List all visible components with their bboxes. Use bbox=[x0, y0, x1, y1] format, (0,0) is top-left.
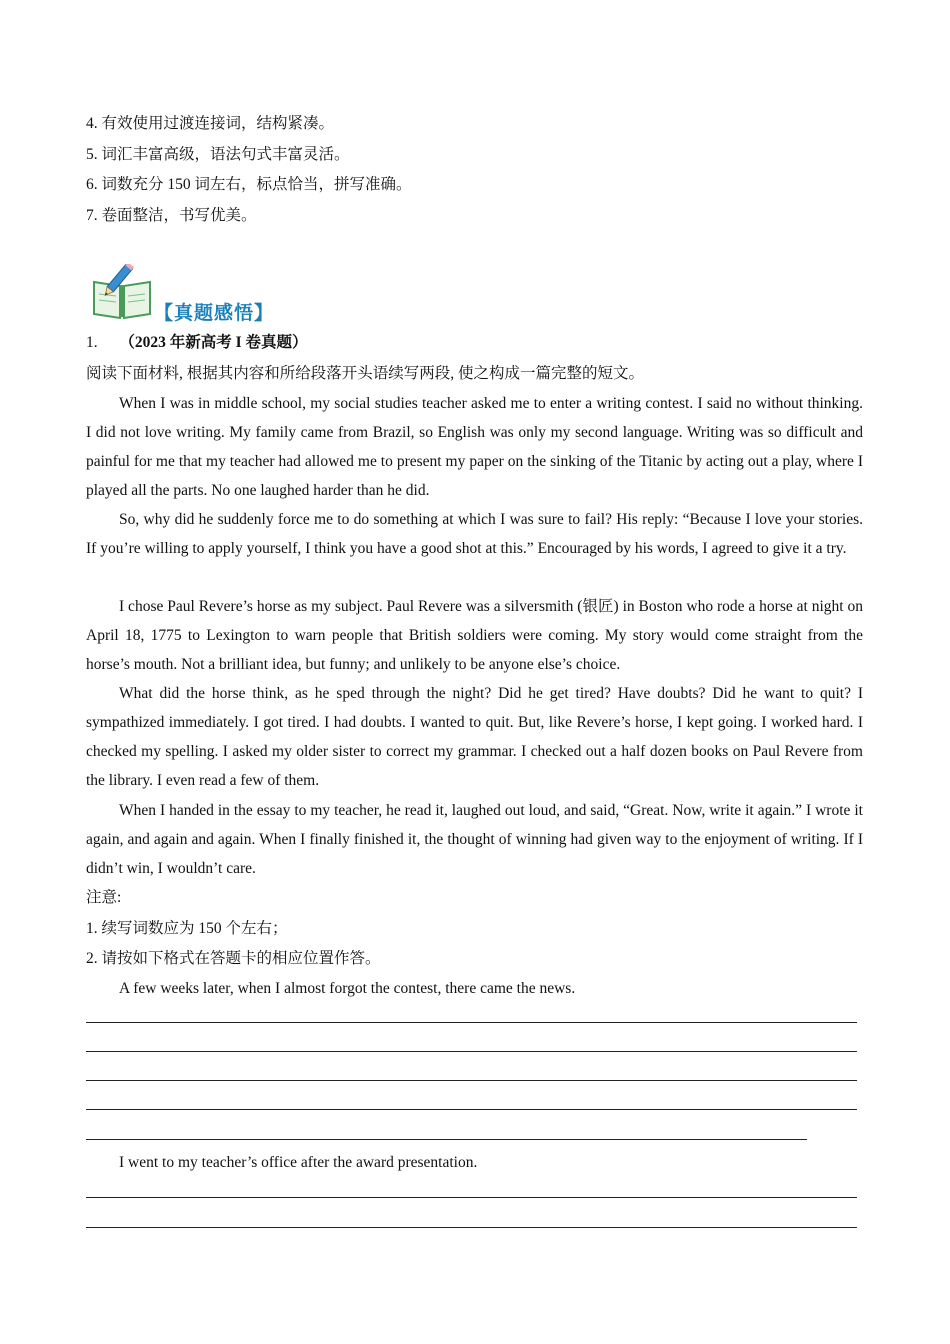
criterion-6: 6. 词数充分 150 词左右，标点恰当，拼写准确。 bbox=[86, 176, 412, 193]
passage-paragraph-5: When I handed in the essay to my teacher, he read it, laughed out loud, and said, “Great. Now, write it again.” I wrote it again, and again and again. When I finally finished it, the thought of winning had given way to the enjoyment of writing. If I didn’t win, I wouldn’t care. bbox=[86, 802, 863, 877]
passage-paragraph-1: When I was in middle school, my social studies teacher asked me to enter a writing contest. I said no without thinking. I did not love writing. My family came from Brazil, so English was only my second language. Writing was so difficult and painful for me that my teacher had allowed me to present my paper on the sinking of the Titanic by acting out a play, where I played all the parts. No one laughed harder than he did. bbox=[86, 395, 863, 499]
criterion-4: 4. 有效使用过渡连接词，结构紧凑。 bbox=[86, 115, 335, 132]
continuation-opening-1: A few weeks later, when I almost forgot the contest, there came the news. bbox=[119, 980, 576, 997]
note-1: 1. 续写词数应为 150 个左右； bbox=[86, 920, 288, 937]
passage-paragraph-3: I chose Paul Revere’s horse as my subject. Paul Revere was a silversmith (银匠) in Boston who rode a horse at night on April 18, 1775 to Lexington to warn people that British soldiers were coming. My story would come straight from the horse’s mouth. Not a brilliant idea, but funny; and unlikely to be anyone else’s choice. bbox=[86, 598, 863, 673]
answer-line bbox=[86, 1109, 857, 1110]
answer-line bbox=[86, 1051, 857, 1052]
section-title: 【真题感悟】 bbox=[154, 302, 275, 324]
notes-label: 注意: bbox=[86, 889, 122, 906]
continuation-opening-2: I went to my teacher’s office after the award presentation. bbox=[119, 1154, 478, 1171]
passage-paragraph-4: What did the horse think, as he sped through the night? Did he get tired? Have doubts? Did he want to quit? I sympathized immediately. I got tired. I had doubts. I wanted to quit. But, like Revere’s horse, I kept going. I worked hard. I checked my spelling. I asked my older sister to correct my grammar. I checked out a half dozen books on Paul Revere from the library. I even read a few of them. bbox=[86, 685, 863, 789]
book-pencil-icon bbox=[90, 264, 154, 320]
question-instruction: 阅读下面材料, 根据其内容和所给段落开头语续写两段, 使之构成一篇完整的短文。 bbox=[86, 365, 645, 382]
note-2: 2. 请按如下格式在答题卡的相应位置作答。 bbox=[86, 950, 381, 967]
passage-paragraph-2: So, why did he suddenly force me to do something at which I was sure to fail? His reply: “Because I love your stories. If you’re willing to apply yourself, I think you have a good shot at this.” Encouraged by his words, I agreed to give it a try. bbox=[86, 511, 863, 557]
question-number: 1. bbox=[86, 334, 98, 351]
answer-line bbox=[86, 1197, 857, 1198]
criterion-7: 7. 卷面整洁，书写优美。 bbox=[86, 207, 257, 224]
answer-line bbox=[86, 1080, 857, 1081]
question-header bbox=[86, 333, 308, 353]
criterion-5: 5. 词汇丰富高级，语法句式丰富灵活。 bbox=[86, 146, 350, 163]
answer-line bbox=[86, 1227, 857, 1228]
answer-line bbox=[86, 1022, 857, 1023]
section-heading bbox=[90, 264, 350, 324]
question-source: （2023 年新高考 I 卷真题） bbox=[119, 334, 308, 351]
answer-line bbox=[86, 1139, 807, 1140]
